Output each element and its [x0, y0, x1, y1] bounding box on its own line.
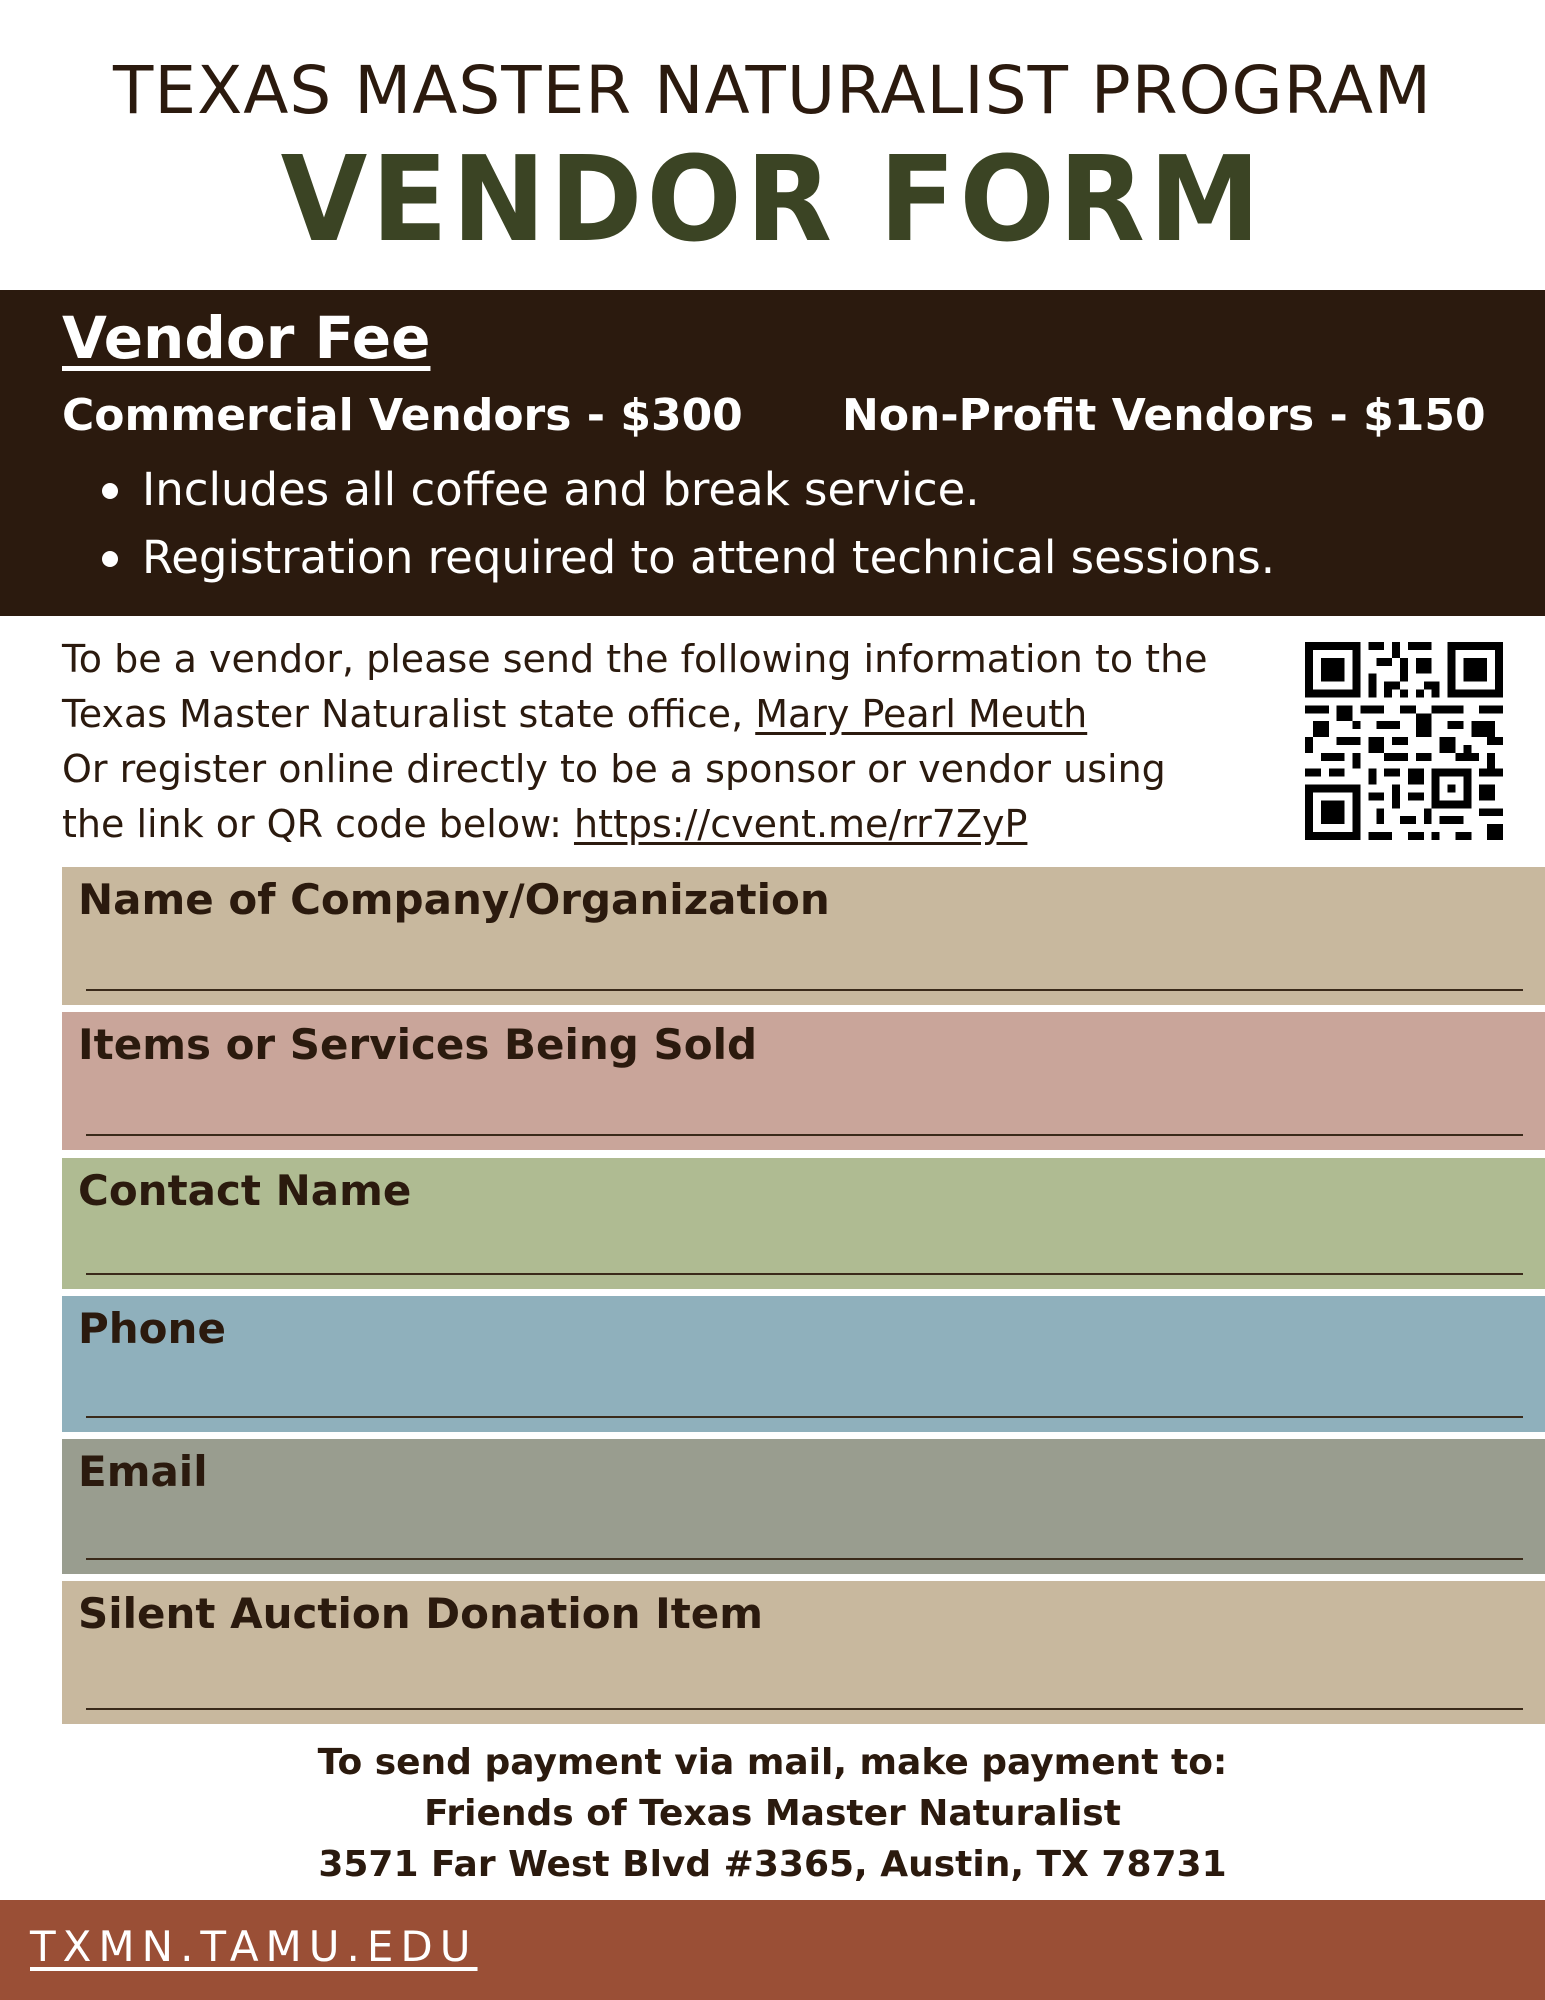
vendor-fee-section — [0, 290, 1545, 616]
email-label: Email — [78, 1447, 208, 1496]
qr-code-icon[interactable] — [1305, 642, 1503, 840]
items-sold-label: Items or Services Being Sold — [78, 1020, 758, 1069]
commercial-fee: Commercial Vendors - $300 — [62, 390, 743, 441]
instructions-line: Or register online directly to be a sponsor or vendor using — [62, 747, 1166, 791]
program-name: TEXAS MASTER NATURALIST PROGRAM — [113, 52, 1432, 129]
instructions-text: Texas Master Naturalist state office, — [62, 692, 756, 736]
instructions-line — [62, 797, 1292, 852]
bullet-text: Registration required to attend technical sessions. — [142, 531, 1275, 584]
contact-name-field[interactable] — [62, 1158, 1545, 1289]
contact-name-label: Contact Name — [78, 1166, 412, 1215]
payment-instructions — [0, 1737, 1545, 1890]
form-title: VENDOR FORM — [280, 131, 1265, 269]
phone-label: Phone — [78, 1304, 226, 1353]
fee-bullet-list — [62, 456, 1275, 592]
items-sold-input-line[interactable] — [86, 1134, 1523, 1136]
instructions-line: To be a vendor, please send the following information to the — [62, 637, 1208, 681]
payment-line: To send payment via mail, make payment to: — [317, 1742, 1228, 1783]
silent-auction-label: Silent Auction Donation Item — [78, 1589, 764, 1638]
website-link[interactable]: TXMN.TAMU.EDU — [30, 1922, 478, 1971]
instructions-line — [62, 687, 1292, 742]
vendor-fee-heading: Vendor Fee — [62, 304, 431, 372]
email-input-line[interactable] — [86, 1558, 1523, 1560]
company-name-input-line[interactable] — [86, 989, 1523, 991]
silent-auction-input-line[interactable] — [86, 1708, 1523, 1710]
payee-name: Friends of Texas Master Naturalist — [424, 1793, 1121, 1834]
bullet-icon — [102, 551, 118, 567]
instructions — [62, 632, 1292, 852]
items-sold-field[interactable] — [62, 1012, 1545, 1150]
phone-input-line[interactable] — [86, 1416, 1523, 1418]
silent-auction-field[interactable] — [62, 1581, 1545, 1724]
payee-address: 3571 Far West Blvd #3365, Austin, TX 78731 — [318, 1844, 1227, 1885]
list-item — [62, 456, 1275, 524]
nonprofit-fee: Non-Profit Vendors - $150 — [842, 390, 1486, 441]
email-field[interactable] — [62, 1439, 1545, 1574]
instructions-text: the link or QR code below: — [62, 802, 574, 846]
bullet-icon — [102, 483, 118, 499]
bullet-text: Includes all coffee and break service. — [142, 463, 980, 516]
phone-field[interactable] — [62, 1296, 1545, 1432]
list-item — [62, 524, 1275, 592]
contact-link[interactable]: Mary Pearl Meuth — [755, 692, 1088, 736]
registration-link[interactable]: https://cvent.me/rr7ZyP — [573, 802, 1028, 846]
footer-band — [0, 1900, 1545, 2000]
contact-name-input-line[interactable] — [86, 1273, 1523, 1275]
company-name-label: Name of Company/Organization — [78, 875, 830, 924]
company-name-field[interactable] — [62, 867, 1545, 1005]
